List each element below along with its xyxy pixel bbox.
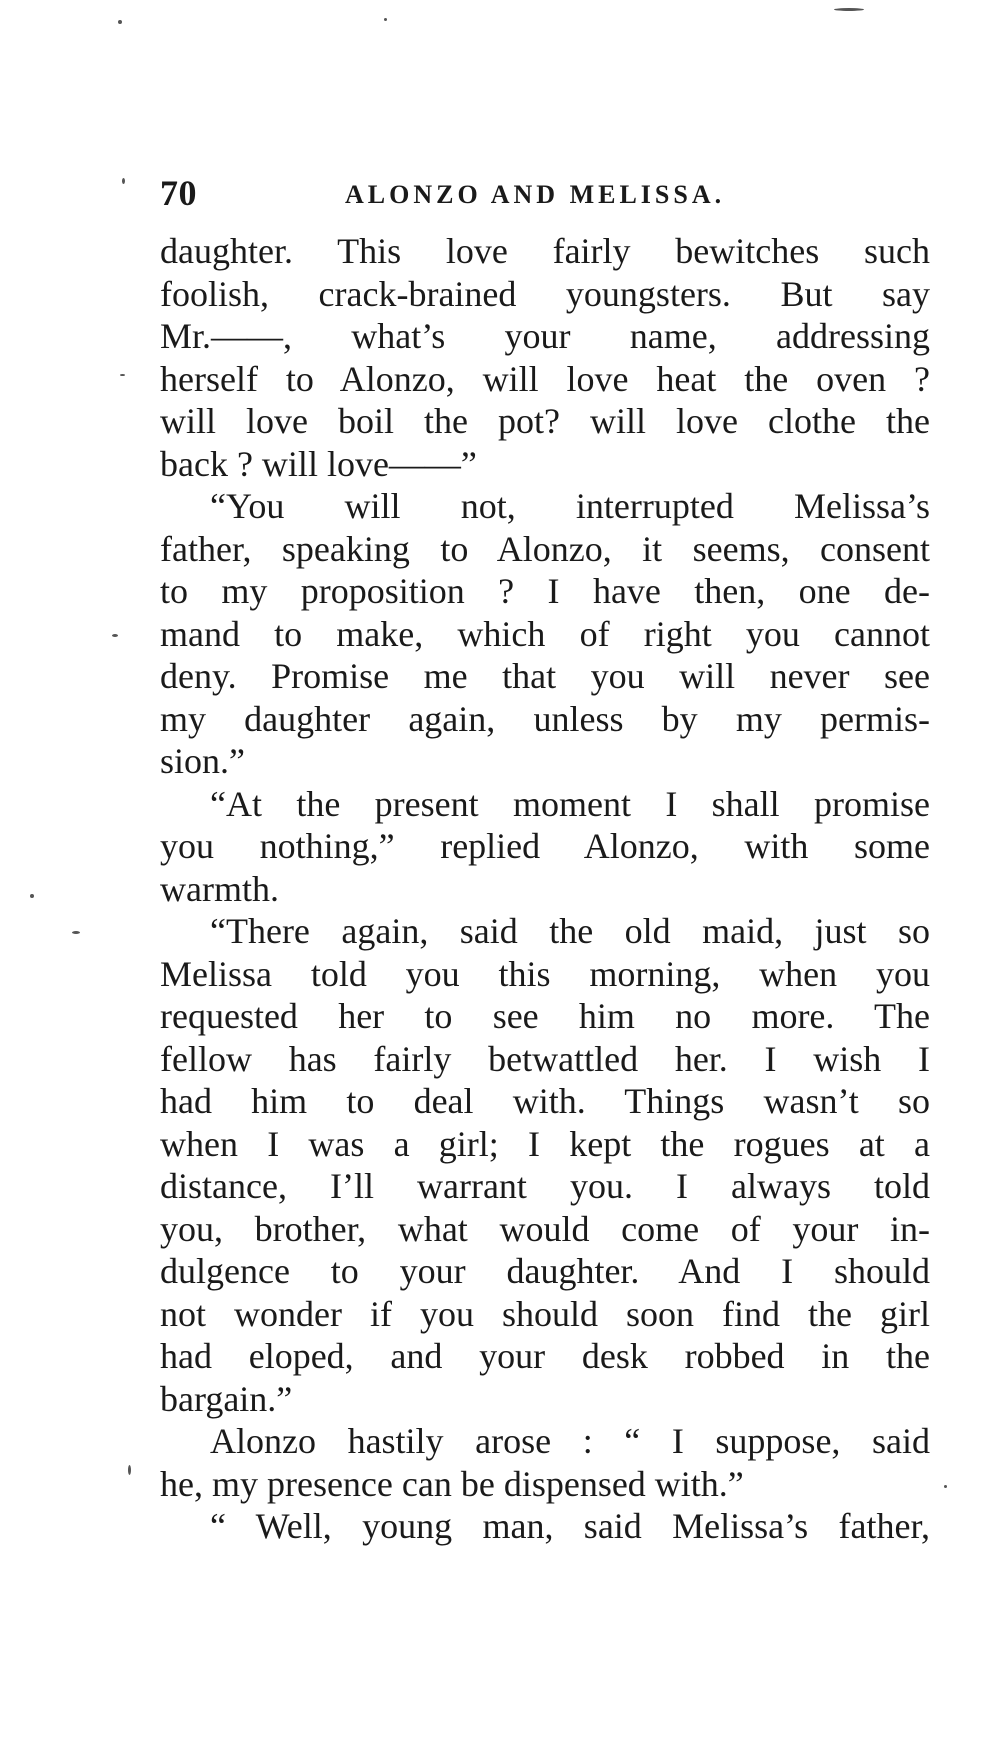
- text-line: “There again, said the old maid, just so: [210, 911, 930, 951]
- text-line: herself to Alonzo, will love heat the oven ?: [160, 358, 930, 399]
- text-line: mand to make, which of right you cannot: [160, 613, 930, 654]
- text-line: he, my presence can be dispensed with.”: [160, 1463, 744, 1504]
- text-line: warmth.: [160, 868, 279, 909]
- text-line: foolish, crack-brained youngsters. But say: [160, 273, 930, 314]
- scan-speck: [128, 1465, 131, 1475]
- scan-speck: [122, 178, 125, 184]
- text-line: Mr.——, what’s your name, addressing: [160, 316, 930, 356]
- scan-speck: [72, 931, 80, 934]
- running-head: ALONZO AND MELISSA.: [345, 180, 726, 209]
- scan-speck: [120, 374, 125, 376]
- text-line: my daughter again, unless by my permis-: [160, 698, 930, 739]
- text-line: distance, I’ll warrant you. I always told: [160, 1166, 930, 1206]
- text-line: you nothing,” replied Alonzo, with some: [160, 826, 930, 866]
- scan-speck: [118, 20, 122, 24]
- text-line: when I was a girl; I kept the rogues at a: [160, 1123, 930, 1164]
- page-number: 70: [160, 173, 197, 213]
- text-line: “At the present moment I shall promise: [210, 783, 930, 824]
- text-line: had him to deal with. Things wasn’t so: [160, 1081, 930, 1121]
- text-line: not wonder if you should soon find the girl: [160, 1293, 930, 1334]
- text-line: sion.”: [160, 741, 245, 781]
- scan-speck: [30, 894, 34, 898]
- scan-speck: [384, 18, 387, 21]
- text-line: Melissa told you this morning, when you: [160, 953, 930, 994]
- text-line: father, speaking to Alonzo, it seems, consent: [160, 528, 930, 569]
- text-line: had eloped, and your desk robbed in the: [160, 1336, 930, 1376]
- text-line: Alonzo hastily arose : “ I suppose, said: [210, 1421, 930, 1461]
- text-line: dulgence to your daughter. And I should: [160, 1251, 930, 1291]
- text-line: daughter. This love fairly bewitches such: [160, 231, 930, 271]
- text-line: fellow has fairly betwattled her. I wish I: [160, 1038, 930, 1079]
- text-line: “ Well, young man, said Melissa’s father,: [210, 1506, 930, 1546]
- body-text: [160, 230, 930, 1548]
- text-line: will love boil the pot? will love clothe the: [160, 401, 930, 441]
- scan-speck: [112, 634, 118, 637]
- text-line: “You will not, interrupted Melissa’s: [210, 486, 930, 526]
- text-line: deny. Promise me that you will never see: [160, 656, 930, 696]
- text-line: you, brother, what would come of your in-: [160, 1208, 930, 1249]
- scan-speck: [834, 8, 864, 11]
- text-line: requested her to see him no more. The: [160, 996, 930, 1036]
- scan-speck: [944, 1485, 947, 1488]
- text-line: bargain.”: [160, 1378, 293, 1419]
- page-header: [160, 172, 930, 222]
- text-line: to my proposition ? I have then, one de-: [160, 571, 930, 611]
- text-line: back ? will love——”: [160, 443, 477, 484]
